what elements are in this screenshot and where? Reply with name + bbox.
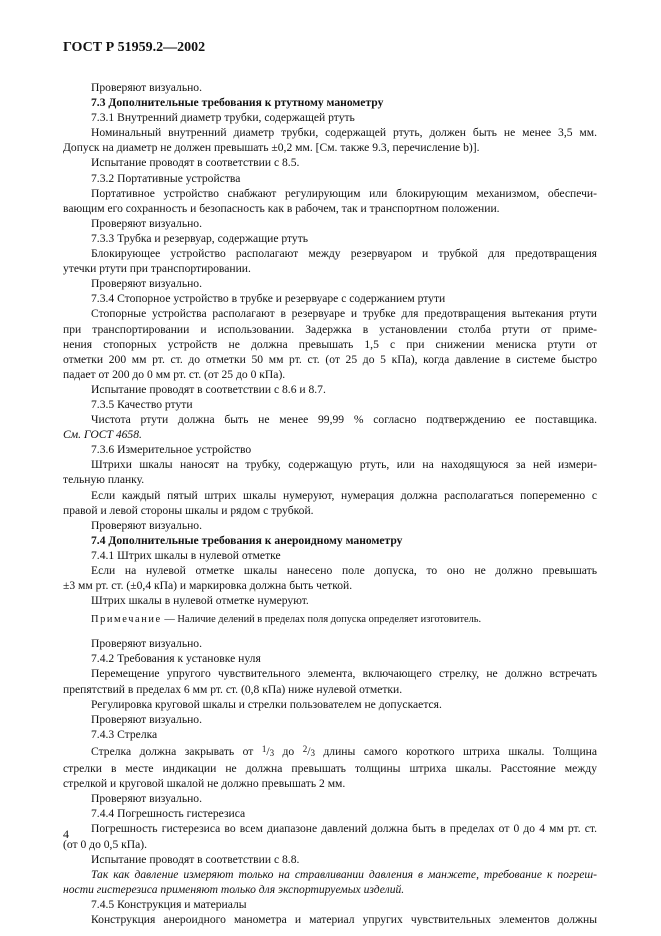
paragraph-line: Блокирующее устройство располагают между резервуаром и трубкой для предотвращения <box>91 247 597 261</box>
subsection-heading: 7.4.2 Требования к установке нуля <box>91 652 261 666</box>
fraction: $^2/_3$ <box>302 743 315 758</box>
paragraph-line <box>63 742 597 761</box>
text-run: длины самого короткого штриха шкалы. Толщина <box>323 744 598 758</box>
paragraph-line: Номинальный внутренний диаметр трубки, содержащей ртуть, должен быть не менее 3,5 мм. <box>91 126 597 140</box>
paragraph-line: нения стопорных устройств не должна превышать 1,5 с при снижении мениска ртути от <box>63 337 597 351</box>
paragraph: Проверяют визуально. <box>91 712 203 726</box>
subsection-heading: 7.3.2 Портативные устройства <box>91 171 241 185</box>
paragraph: Проверяют визуально. <box>91 792 203 806</box>
paragraph-line: Погрешность гистерезиса во всем диапазоне давлений должна быть в пределах от 0 до 4 мм рт. ст. <box>91 822 597 836</box>
paragraph-line: при транспортировании и использовании. Задержка в установлении столба ртути от приме- <box>63 322 597 336</box>
paragraph-line: правой и левой стороны шкалы и рядом с трубкой. <box>63 503 314 517</box>
paragraph: Проверяют визуально. <box>91 216 203 230</box>
paragraph-line: Так как давление измеряют только на стравливании давления в манжете, требование к погреш- <box>91 867 597 881</box>
note-label: Примечание <box>91 614 162 626</box>
subsection-heading: 7.3.1 Внутренний диаметр трубки, содержащей ртуть <box>91 111 355 125</box>
paragraph-line: тельную планку. <box>63 473 145 487</box>
subsection-heading: 7.4.3 Стрелка <box>91 727 158 741</box>
document-body <box>63 80 597 927</box>
paragraph-line: стрелкой и круговой шкалой не должно превышать 2 мм. <box>63 777 346 791</box>
paragraph-line: Стопорные устройства располагают в резервуаре и трубке для предотвращения вытекания ртути <box>91 307 597 321</box>
paragraph-line: утечки ртути при транспортировании. <box>63 262 251 276</box>
paragraph-line: Чистота ртути должна быть не менее 99,99 % согласно подтверждению ее поставщика. <box>91 413 597 427</box>
subsection-heading: 7.3.4 Стопорное устройство в трубке и резервуаре с содержанием ртути <box>91 292 446 306</box>
paragraph: Проверяют визуально. <box>91 637 203 651</box>
paragraph: Испытание проводят в соответствии с 8.6 и 8.7. <box>91 382 326 396</box>
paragraph-line: См. ГОСТ 4658. <box>63 428 142 442</box>
paragraph-line: Перемещение упругого чувствительного элемента, включающего стрелку, не должно встречать <box>91 667 597 681</box>
paragraph-line: Штрихи шкалы наносят на трубку, содержащую ртуть, или на находящуюся за ней измери- <box>91 458 597 472</box>
subsection-heading: 7.4.5 Конструкция и материалы <box>91 897 247 911</box>
paragraph: Проверяют визуально. <box>91 81 203 94</box>
paragraph-line: препятствий в пределах 6 мм рт. ст. (0,8 кПа) ниже нулевой отметки. <box>63 682 403 696</box>
document-header: ГОСТ Р 51959.2—2002 <box>63 40 206 55</box>
subsection-heading: 7.3.3 Трубка и резервуар, содержащие ртуть <box>91 231 309 245</box>
section-heading: 7.3 Дополнительные требования к ртутному манометру <box>91 96 384 110</box>
note <box>63 613 597 627</box>
paragraph-line: Допуск на диаметр не должен превышать ±0,2 мм. [См. также 9.3, перечисление b)]. <box>63 141 480 155</box>
subsection-heading: 7.4.1 Штрих шкалы в нулевой отметке <box>91 548 281 562</box>
paragraph: Испытание проводят в соответствии с 8.8. <box>91 852 300 866</box>
text-run: Стрелка должна закрывать от <box>91 744 254 758</box>
paragraph-line: Если каждый пятый штрих шкалы нумеруют, нумерация должна располагаться попеременно с <box>91 488 597 502</box>
section-heading: 7.4 Дополнительные требования к анероидному манометру <box>91 533 403 547</box>
paragraph: Испытание проводят в соответствии с 8.5. <box>91 156 300 170</box>
subsection-heading: 7.3.6 Измерительное устройство <box>91 443 252 457</box>
page-number: 4 <box>63 827 69 841</box>
fraction: $^1/_3$ <box>261 743 275 758</box>
paragraph: Регулировка круговой шкалы и стрелки пользователем не допускается. <box>91 697 442 711</box>
paragraph-line: отметки 200 мм рт. ст. до отметки 50 мм рт. ст. (от 25 до 5 кПа), когда давление в системе быстро <box>63 352 597 366</box>
subsection-heading: 7.4.4 Погрешность гистерезиса <box>91 807 246 821</box>
paragraph-line: падает от 200 до 0 мм рт. ст. (от 25 до 0 кПа). <box>63 367 286 381</box>
paragraph: Проверяют визуально. <box>91 277 203 291</box>
text-run: до <box>282 744 295 758</box>
paragraph-line: ±3 мм рт. ст. (±0,4 кПа) и маркировка должна быть четкой. <box>63 579 353 593</box>
paragraph-line: ности гистерезиса применяют только для экспортируемых изделий. <box>63 882 405 896</box>
paragraph-line: Портативное устройство снабжают регулирующим или блокирующим механизмом, обеспечи- <box>91 186 597 200</box>
paragraph: Проверяют визуально. <box>91 518 203 532</box>
paragraph-line: Если на нулевой отметке шкалы нанесено поле допуска, то оно не должно превышать <box>91 564 597 577</box>
paragraph: Штрих шкалы в нулевой отметке нумеруют. <box>91 594 309 608</box>
subsection-heading: 7.3.5 Качество ртути <box>91 397 193 411</box>
note-text: — Наличие делений в пределах поля допуска определяет изготовитель. <box>164 614 482 626</box>
paragraph-line: (от 0 до 0,5 кПа). <box>63 837 148 851</box>
paragraph-line: вающим его сохранность и безопасность как в рабочем, так и транспортном положении. <box>63 201 500 215</box>
paragraph-line: стрелки в месте индикации не должна превышать толщины штриха шкалы. Расстояние между <box>63 762 597 776</box>
paragraph-line: Конструкция анероидного манометра и материал упругих чувствительных элементов должны <box>91 912 597 926</box>
